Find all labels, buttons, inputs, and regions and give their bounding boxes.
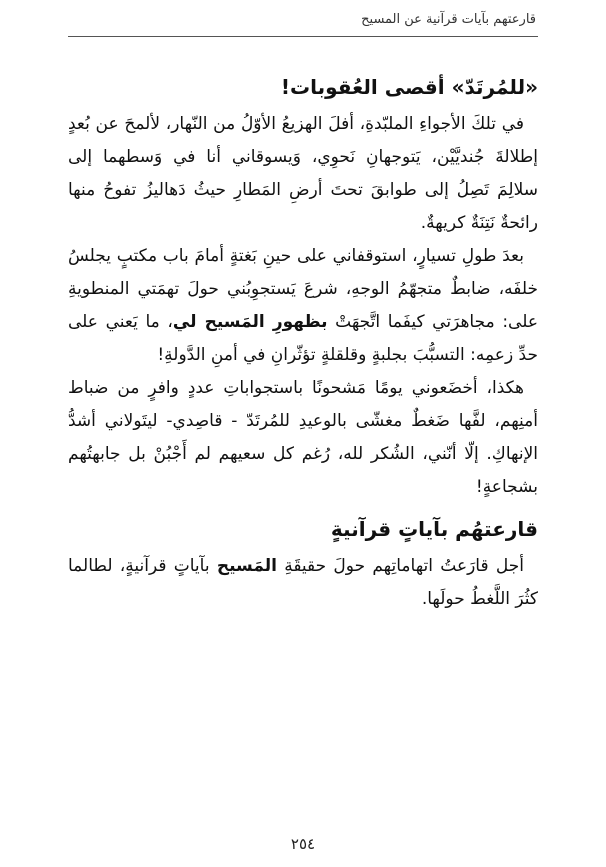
page-body [68, 70, 538, 616]
paragraph-interrogation [68, 240, 538, 372]
header-divider [68, 36, 538, 37]
section-heading-quranic-verses: قارعتهُم بآياتٍ قرآنيةٍ [330, 517, 538, 541]
paragraph-text: ، ما يَعني على حدِّ زعمِه: التسبُّبَ بجلبةٍ وقلقلةٍ تؤثّرانِ في أمنِ الدَّولةِ! [68, 312, 538, 365]
paragraph-text: أجل قارَعتُ اتهاماتِهم حولَ حقيقَةِ [276, 556, 524, 576]
paragraph-pressure: هكذا، أخضَعوني يومًا مَشحونًا باستجواباتِ عددٍ وافرٍ من ضباط أمنِهم، لفَّها ضَغطٌ مغشّى بالوعيدِ للمُرتَدّ - قاصِدي- ليتَولاني أشدُّ الإنهاكِ. إلّا أنّني، الشُكر لله، رُغم كل سعيهم لم أَجْبُنْ بل جابهتُهم بشجاعةٍ! [68, 378, 538, 497]
paragraph-quranic-verses [68, 550, 538, 616]
page-number: ٢٥٤ [290, 835, 316, 853]
running-header: قارعتهم بآيات قرآنية عن المسيح [361, 12, 536, 27]
section-heading-apostate: «للمُرتَدّ» أقصى العُقوبات! [280, 75, 538, 99]
emphasis-christ-appearance: بظهورِ المَسيح لي [172, 312, 328, 332]
paragraph-text: بعدَ طولِ تسيارٍ، استوقفاني على حينِ بَغتةٍ أمامَ باب مكتبٍ يجلسُ خلفَه، ضابطٌ متجهّمُ الوجهِ، شرعَ يَستجوِبُني حولَ تهمَتي المنطويةِ على: مجاهرَتي كيفَما اتَّجهَتْ [68, 246, 538, 332]
paragraph-airport-basement: في تلكَ الأجواءِ الملبّدةِ، أفلَ الهزيعُ الأوّلُ من النّهار، لألمحَ عن بُعدٍ إطلالةَ جُنديَّيْن، يَتوجهانِ نَحوِي، وَيسوقاني أنا في وَسطهما إلى سلالِمَ تَصِلُ إلى طوابقَ تحتَ أرضِ المَطارِ حيثُ دَهاليزُ تفوحُ منها رائحةٌ نَتِنَةٌ كريهةٌ. [68, 114, 538, 233]
emphasis-christ: المَسيح [216, 556, 277, 576]
paragraph-text: بآياتٍ قرآنيةٍ، لطالما كثُرَ اللَّغطُ حولَها. [68, 556, 538, 609]
